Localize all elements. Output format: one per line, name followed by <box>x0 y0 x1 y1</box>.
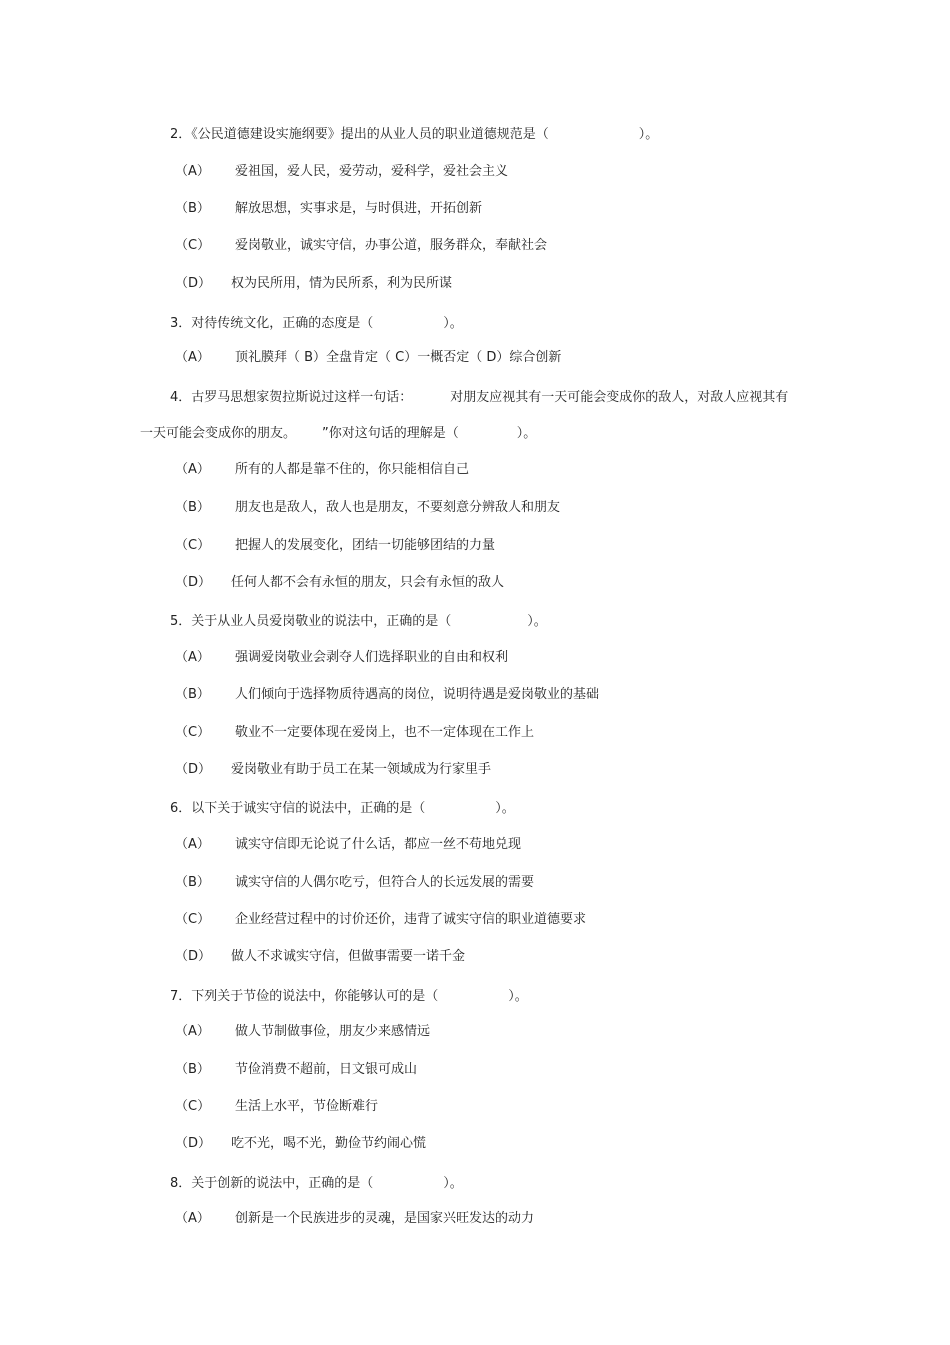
option-label: （B） <box>175 875 210 890</box>
option-text: 创新是一个民族进步的灵魂，是国家兴旺发达的动力 <box>235 1211 535 1226</box>
question-close: ）。 <box>638 127 659 142</box>
option-label: （A） <box>175 837 210 852</box>
option-text: 爱岗敬业有助于员工在某一领域成为行家里手 <box>231 762 492 777</box>
option-label: （C） <box>175 538 211 553</box>
option-label: （B） <box>175 687 210 702</box>
question-4-stem <box>170 390 788 406</box>
question-2-stem <box>170 127 658 143</box>
option-c <box>175 725 534 741</box>
option-label: （D） <box>175 1136 212 1151</box>
option-text: 顶礼膜拜（ B）全盘肯定（ C）一概否定（ D）综合创新 <box>235 350 562 365</box>
option-c <box>175 1099 378 1115</box>
option-b <box>175 201 482 217</box>
question-text: 7．下列关于节俭的说法中，你能够认可的是（ <box>170 989 439 1004</box>
question-close: ）。 <box>508 989 528 1004</box>
question-6-stem <box>170 801 515 817</box>
option-a <box>175 837 521 853</box>
option-d <box>175 276 452 292</box>
question-text: 8．关于创新的说法中，正确的是（ <box>170 1176 374 1191</box>
option-label: （B） <box>175 500 210 515</box>
option-b <box>175 875 534 891</box>
option-a <box>175 462 469 478</box>
option-text: 吃不光，喝不光，勤俭节约闹心慌 <box>231 1136 427 1151</box>
option-label: （C） <box>175 725 211 740</box>
question-quote: 对朋友应视其有一天可能会变成你的敌人，对敌人应视其有 <box>450 390 789 405</box>
option-label: （C） <box>175 1099 211 1114</box>
question-3-stem <box>170 316 463 332</box>
option-text: 诚实守信即无论说了什么话，都应一丝不苟地兑现 <box>235 837 522 852</box>
option-text: 把握人的发展变化，团结一切能够团结的力量 <box>235 538 496 553</box>
option-text: 生活上水平，节俭断难行 <box>235 1099 379 1114</box>
option-c <box>175 912 586 928</box>
option-label: （D） <box>175 762 212 777</box>
option-text: 人们倾向于选择物质待遇高的岗位，说明待遇是爱岗敬业的基础 <box>235 687 600 702</box>
option-text: 敬业不一定要体现在爱岗上，也不一定体现在工作上 <box>235 725 535 740</box>
option-a <box>175 1211 534 1227</box>
option-text: 所有的人都是靠不住的，你只能相信自己 <box>235 462 470 477</box>
option-c <box>175 238 547 254</box>
question-7-stem <box>170 989 528 1005</box>
option-a <box>175 1024 430 1040</box>
question-5-stem <box>170 614 547 630</box>
question-4-stem-continued <box>140 426 536 442</box>
option-d <box>175 575 504 591</box>
question-text: 4．古罗马思想家贺拉斯说过这样一句话： <box>170 390 413 405</box>
option-a <box>175 350 561 366</box>
option-text: 解放思想，实事求是，与时俱进，开拓创新 <box>235 201 483 216</box>
option-text: 权为民所用，情为民所系，利为民所谋 <box>231 276 453 291</box>
option-label: （A） <box>175 164 210 179</box>
question-text-continued: 一天可能会变成你的朋友。 <box>140 426 297 441</box>
option-text: 任何人都不会有永恒的朋友，只会有永恒的敌人 <box>231 575 505 590</box>
question-close: ）。 <box>516 426 537 441</box>
option-b <box>175 1062 417 1078</box>
question-close: ）。 <box>443 1176 463 1191</box>
option-d <box>175 762 491 778</box>
option-label: （B） <box>175 201 210 216</box>
option-text: 节俭消费不超前，日文银可成山 <box>235 1062 418 1077</box>
option-b <box>175 500 560 516</box>
option-label: （A） <box>175 1211 210 1226</box>
option-text: 爱岗敬业，诚实守信，办事公道，服务群众，奉献社会 <box>235 238 548 253</box>
question-close: ）。 <box>527 614 547 629</box>
option-c <box>175 538 495 554</box>
question-text-continued-2: ”你对这句话的理解是（ <box>322 426 459 441</box>
question-text: 3．对待传统文化，正确的态度是（ <box>170 316 374 331</box>
option-label: （C） <box>175 912 211 927</box>
option-label: （A） <box>175 1024 210 1039</box>
option-label: （A） <box>175 462 210 477</box>
option-label: （B） <box>175 1062 210 1077</box>
question-close: ）。 <box>443 316 463 331</box>
option-label: （C） <box>175 238 211 253</box>
option-text: 朋友也是敌人，敌人也是朋友，不要刻意分辨敌人和朋友 <box>235 500 561 515</box>
option-label: （A） <box>175 350 210 365</box>
option-label: （D） <box>175 276 212 291</box>
question-8-stem <box>170 1176 463 1192</box>
option-text: 做人不求诚实守信，但做事需要一诺千金 <box>231 949 466 964</box>
option-label: （D） <box>175 949 212 964</box>
option-text: 爱祖国，爱人民，爱劳动，爱科学，爱社会主义 <box>235 164 509 179</box>
option-d <box>175 1136 426 1152</box>
option-a <box>175 164 508 180</box>
option-label: （D） <box>175 575 212 590</box>
option-b <box>175 687 599 703</box>
question-close: ）。 <box>495 801 515 816</box>
question-text: 5．关于从业人员爱岗敬业的说法中，正确的是（ <box>170 614 452 629</box>
question-text: 2．《公民道德建设实施纲要》提出的从业人员的职业道德规范是（ <box>170 127 549 142</box>
question-text: 6．以下关于诚实守信的说法中，正确的是（ <box>170 801 426 816</box>
option-a <box>175 650 508 666</box>
option-d <box>175 949 465 965</box>
option-text: 做人节制做事俭，朋友少来感情远 <box>235 1024 431 1039</box>
option-label: （A） <box>175 650 210 665</box>
option-text: 企业经营过程中的讨价还价，违背了诚实守信的职业道德要求 <box>235 912 587 927</box>
option-text: 强调爱岗敬业会剥夺人们选择职业的自由和权利 <box>235 650 509 665</box>
option-text: 诚实守信的人偶尔吃亏，但符合人的长远发展的需要 <box>235 875 535 890</box>
